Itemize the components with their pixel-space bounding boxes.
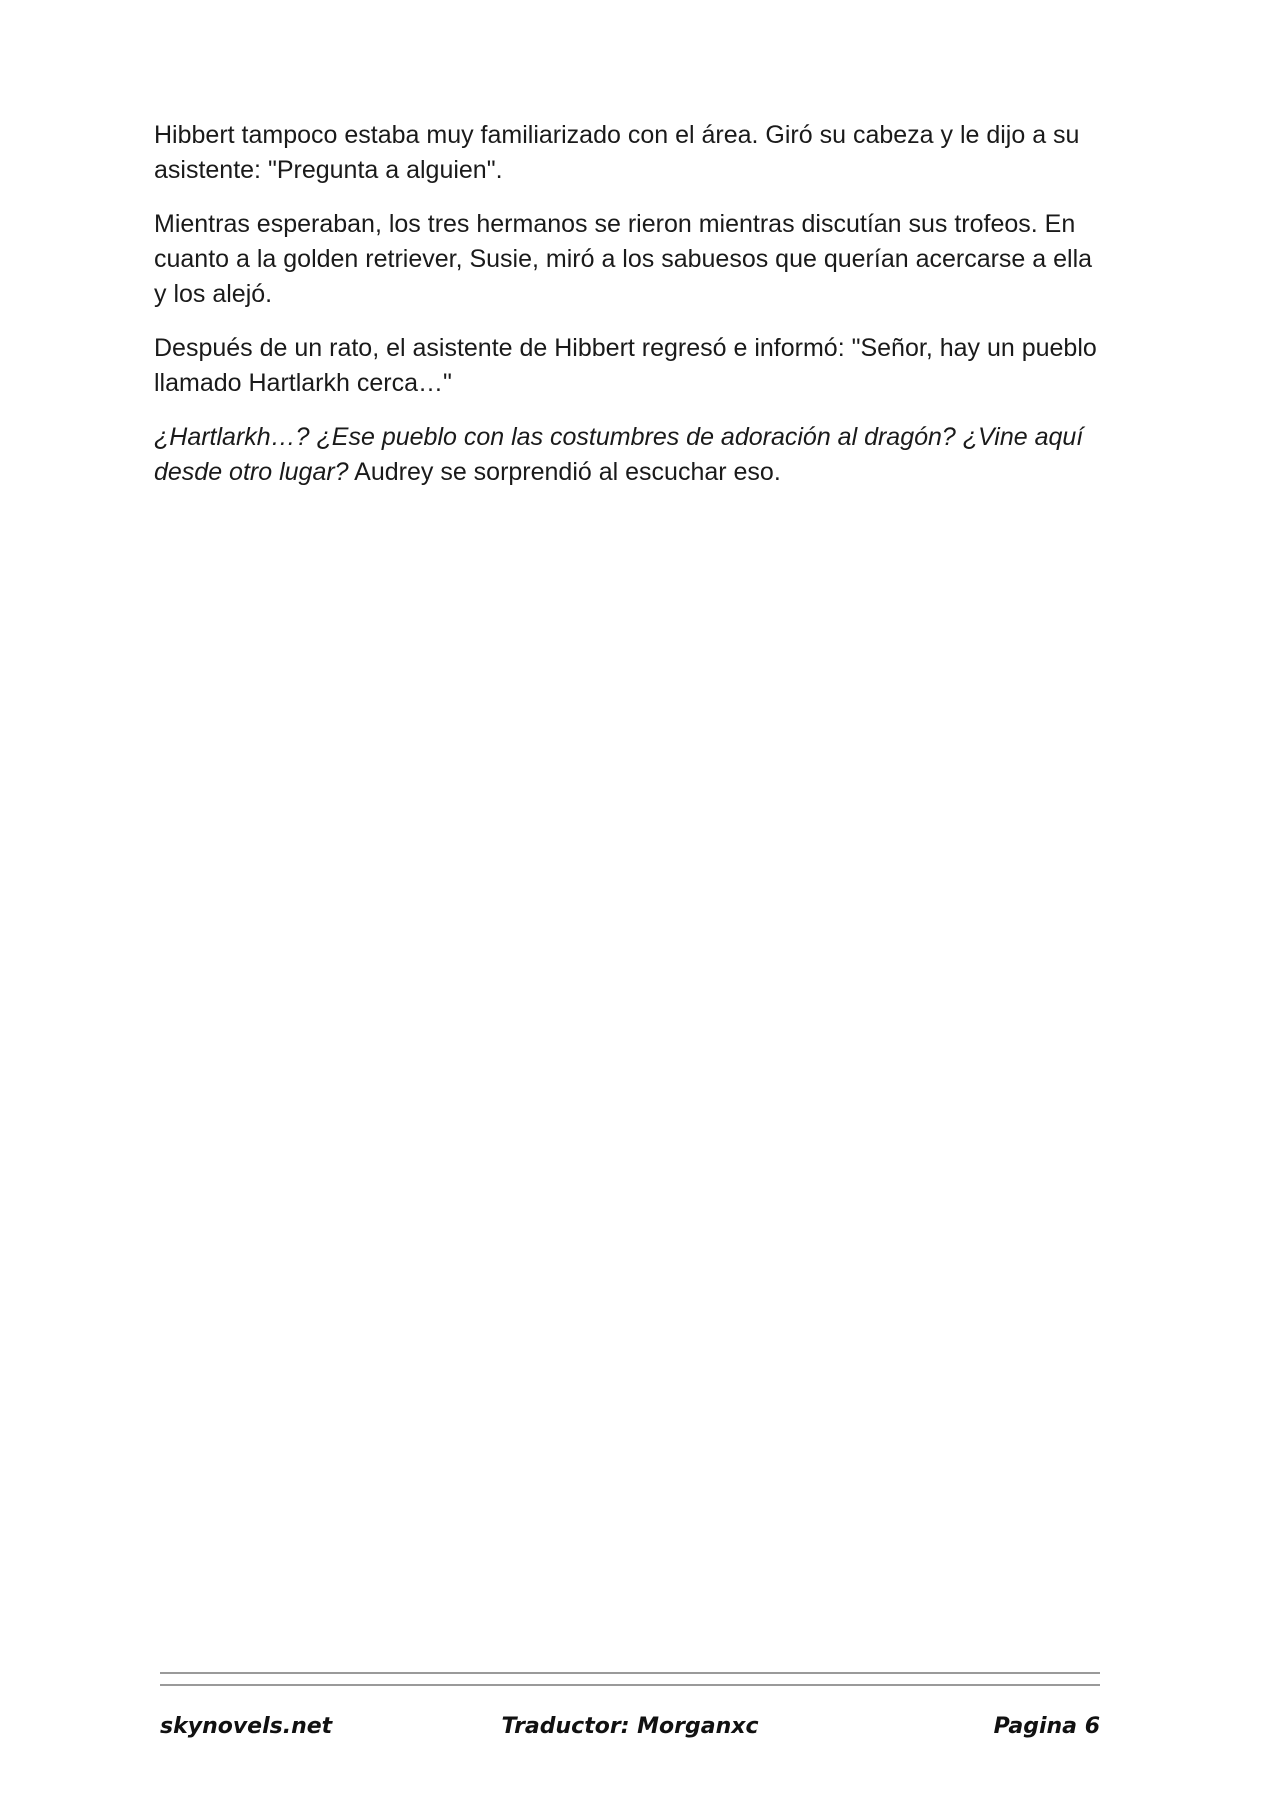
footer-page-number: Pagina 6: [993, 1714, 1100, 1739]
paragraph-4-italic-thought: ¿Hartlarkh…? ¿Ese pueblo con las costumbres de adoración al dragón? ¿Vine aquí desde otro lugar?: [154, 423, 1084, 486]
paragraph-1: [154, 118, 1104, 188]
footer-translator: Traductor: Morganxc: [501, 1714, 759, 1739]
footer-divider: [160, 1672, 1100, 1686]
footer-rule-bottom: [160, 1684, 1100, 1686]
paragraph-1-text: Hibbert tampoco estaba muy familiarizado con el área. Giró su cabeza y le dijo a su asistente: "Pregunta a alguien".: [154, 121, 1080, 184]
paragraph-4-text: Audrey se sorprendió al escuchar eso.: [348, 458, 781, 486]
paragraph-2-text: Mientras esperaban, los tres hermanos se rieron mientras discutían sus trofeos. En cuanto a la golden retriever, Susie, miró a los sabuesos que querían acercarse a ella y los alejó.: [154, 210, 1093, 308]
footer-rule-top: [160, 1672, 1100, 1674]
footer-site: skynovels.net: [160, 1714, 333, 1739]
paragraph-3: [154, 331, 1104, 401]
page-footer: [160, 1714, 1100, 1748]
paragraph-2: [154, 207, 1104, 312]
paragraph-3-text: Después de un rato, el asistente de Hibbert regresó e informó: "Señor, hay un pueblo llamado Hartlarkh cerca…": [154, 334, 1097, 397]
body-text: [154, 118, 1104, 509]
paragraph-4: [154, 420, 1104, 490]
